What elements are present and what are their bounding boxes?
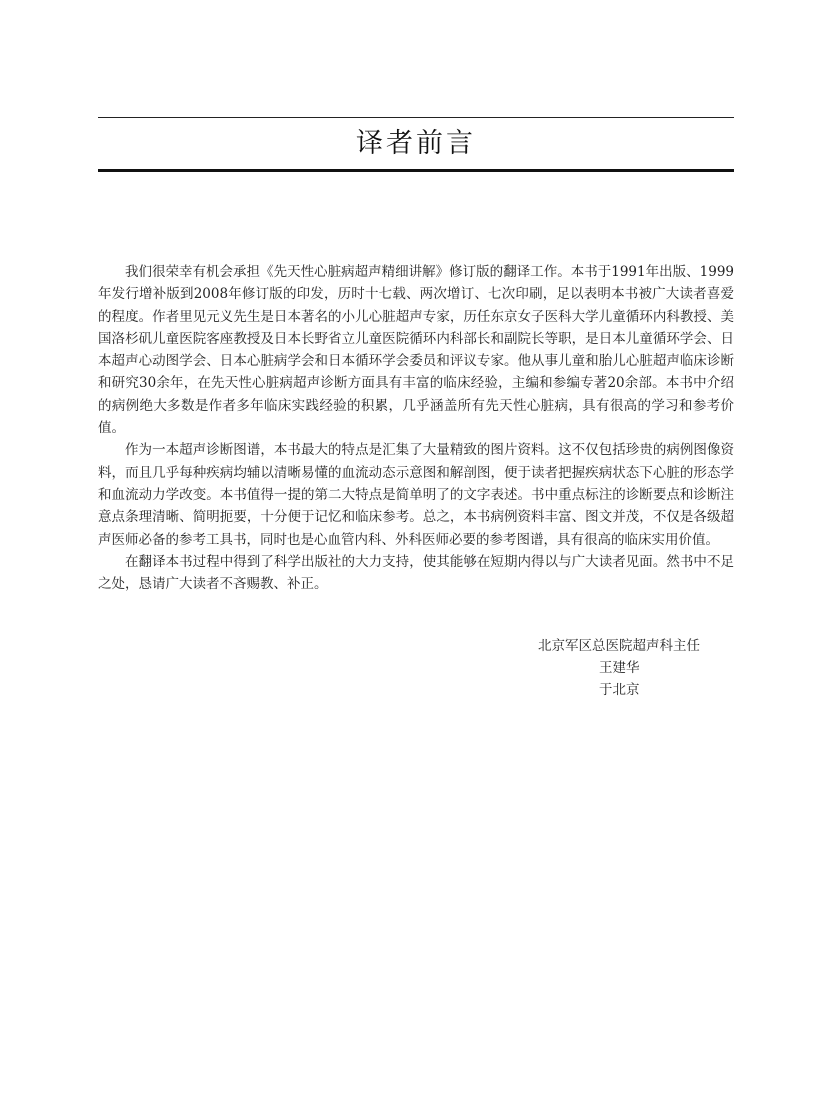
title-bottom-rule <box>98 169 734 172</box>
signature-name: 王建华 <box>599 660 640 676</box>
signature-department: 北京军区总医院超声科主任 <box>538 638 700 654</box>
preface-body <box>98 261 734 595</box>
signature-place: 于北京 <box>599 682 640 698</box>
preface-paragraph-1: 我们很荣幸有机会承担《先天性心脏病超声精细讲解》修订版的翻译工作。本书于1991年出版、1999年发行增补版到2008年修订版的印发，历时十七载、两次增订、七次印刷，足以表明本书被广大读者喜爱的程度。作者里见元义先生是日本著名的小儿心脏超声专家，历任东京女子医科大学儿童循环内科教授、美国洛杉矶儿童医院客座教授及日本长野省立儿童医院循环内科部长和副院长等职，是日本儿童循环学会、日本超声心动图学会、日本心脏病学会和日本循环学会委员和评议专家。他从事儿童和胎儿心脏超声临床诊断和研究30余年，在先天性心脏病超声诊断方面具有丰富的临床经验，主编和参编专著20余部。本书中介绍的病例绝大多数是作者多年临床实践经验的积累，几乎涵盖所有先天性心脏病，具有很高的学习和参考价值。 <box>98 264 734 437</box>
title-top-rule <box>98 117 734 118</box>
preface-paragraph-2: 作为一本超声诊断图谱，本书最大的特点是汇集了大量精致的图片资料。这不仅包括珍贵的病例图像资料，而且几乎每种疾病均辅以清晰易懂的血流动态示意图和解剖图，便于读者把握疾病状态下心脏的形态学和血流动力学改变。本书值得一提的第二大特点是简单明了的文字表述。书中重点标注的诊断要点和诊断注意点条理清晰、简明扼要，十分便于记忆和临床参考。总之，本书病例资料丰富、图文并茂，不仅是各级超声医师必备的参考工具书，同时也是心血管内科、外科医师必要的参考图谱，具有很高的临床实用价值。 <box>98 442 734 548</box>
page-title: 译者前言 <box>356 128 476 159</box>
preface-paragraph-3: 在翻译本书过程中得到了科学出版社的大力支持，使其能够在短期内得以与广大读者见面。然书中不足之处，恳请广大读者不吝赐教、补正。 <box>98 553 734 593</box>
